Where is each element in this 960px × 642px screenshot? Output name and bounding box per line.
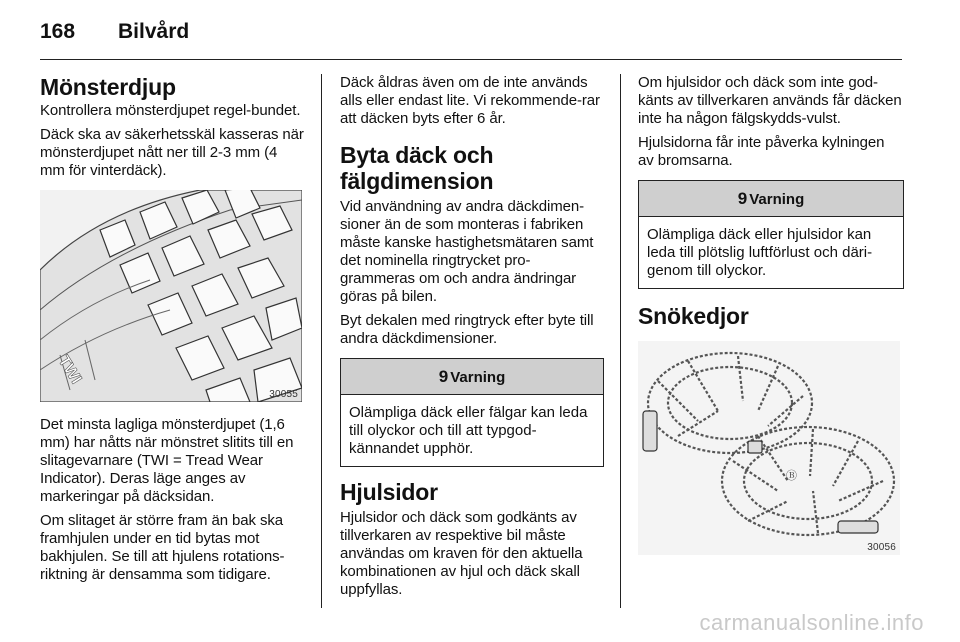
column-3 — [638, 74, 904, 555]
paragraph: Däck ska av säkerhetsskäl kasseras när mönsterdjupet nått ner till 2-3 mm (4 mm för vinterdäck). — [40, 126, 304, 179]
warning-text: Olämpliga däck eller fälgar kan leda till olyckor och till att typgod-kännandet upphör. — [349, 404, 588, 457]
warning-header — [639, 181, 903, 217]
header-rule — [40, 59, 902, 60]
snow-chains-figure — [638, 341, 900, 555]
tire-tread-figure — [40, 190, 302, 402]
svg-text:Ⓑ: Ⓑ — [786, 470, 797, 482]
section-heading-tire-dimension: Byta däck och fälgdimension — [340, 142, 494, 194]
figure-code: 30056 — [867, 542, 896, 553]
column-divider — [321, 74, 322, 608]
section-heading-tread-depth: Mönsterdjup — [40, 74, 176, 100]
warning-box — [638, 180, 904, 289]
figure-code: 30055 — [269, 389, 298, 400]
warning-triangle-icon: 9 — [438, 367, 449, 386]
paragraph: Om hjulsidor och däck som inte god-känts av tillverkaren används får däcken inte ha någon fälgskydds-vulst. — [638, 74, 902, 127]
twi-label: TWI — [54, 353, 85, 387]
paragraph: Hjulsidorna får inte påverka kylningen av bromsarna. — [638, 134, 885, 169]
paragraph: Om slitaget är större fram än bak ska framhjulen under en tid bytas mot bakhjulen. Se till att hjulens rotations-riktning är densamma som tidigare. — [40, 512, 285, 583]
warning-title: Varning — [450, 369, 506, 386]
paragraph: Det minsta lagliga mönsterdjupet (1,6 mm) har nåtts när mönstret slitits till en slitagevarnare (TWI = Tread Wear Indicator). Deras läge anges av markeringar på däcksidan. — [40, 416, 294, 505]
section-heading-wheel-covers: Hjulsidor — [340, 479, 438, 505]
page-header — [40, 14, 902, 50]
warning-title: Varning — [749, 191, 805, 208]
warning-text: Olämpliga däck eller hjulsidor kan leda till plötslig luftförlust och däri-genom till olyckor. — [647, 226, 873, 279]
column-divider — [620, 74, 621, 608]
column-1 — [40, 74, 306, 590]
paragraph: Hjulsidor och däck som godkänts av tillverkaren av respektive bil måste användas om kraven för den aktuella kombinationen av hjul och däck skall uppfyllas. — [340, 509, 583, 598]
paragraph: Vid användning av andra däckdimen-sioner än de som monteras i fabriken måste kanske hastighetsmätaren samt det nominella ringtrycket pro-grammeras om och andra ändringar göras på bilen. — [340, 198, 594, 305]
chapter-title: Bilvård — [118, 20, 190, 43]
paragraph: Däck åldras även om de inte används alls eller endast lite. Vi rekommende-rar att däcken byts efter 6 år. — [340, 74, 600, 127]
column-2 — [340, 74, 604, 605]
paragraph: Byt dekalen med ringtryck efter byte till andra däckdimensioner. — [340, 312, 594, 347]
watermark: carmanualsonline.info — [699, 610, 924, 635]
tire-tread-illustration — [40, 190, 302, 402]
paragraph: Kontrollera mönsterdjupet regel-bundet. — [40, 102, 301, 119]
warning-header — [341, 359, 603, 395]
page-number: 168 — [40, 20, 76, 43]
section-heading-snow-chains: Snökedjor — [638, 303, 749, 329]
warning-triangle-icon: 9 — [737, 189, 748, 208]
snow-chains-illustration — [638, 341, 900, 555]
warning-box — [340, 358, 604, 467]
